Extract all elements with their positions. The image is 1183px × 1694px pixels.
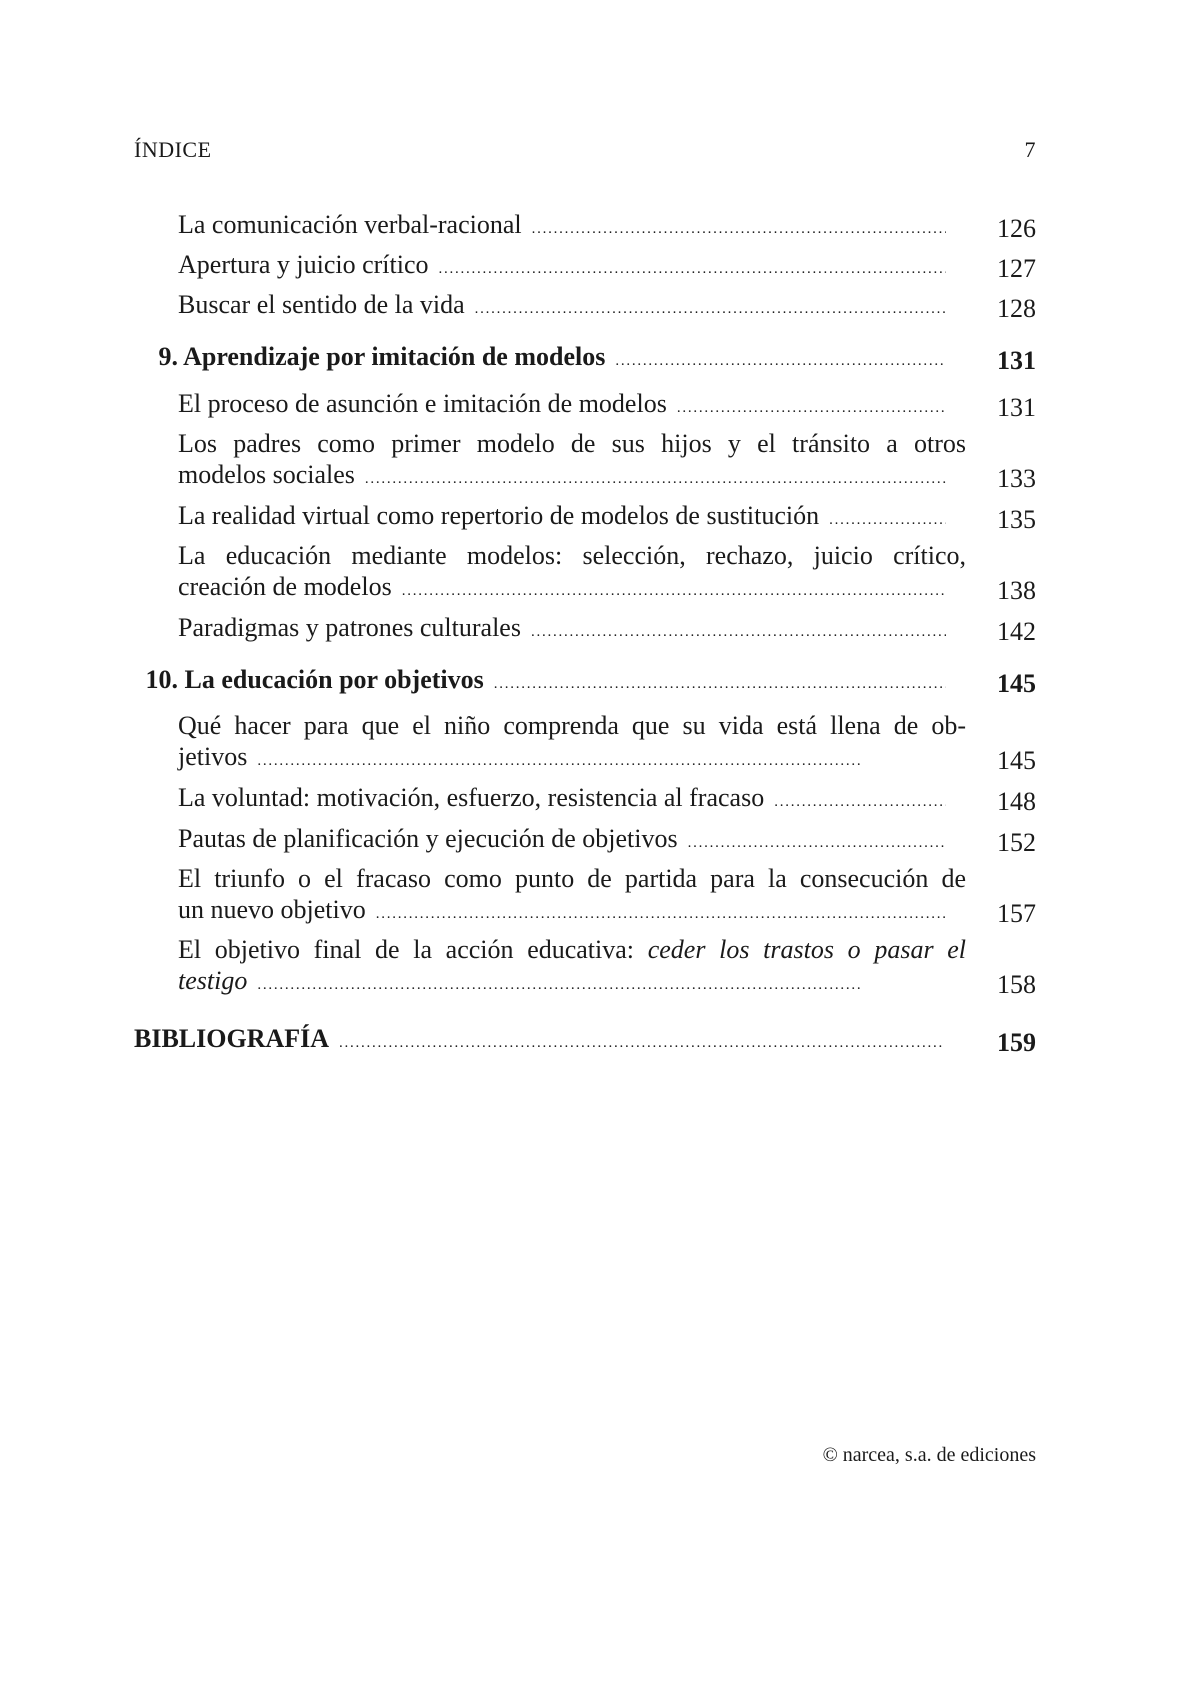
dot-leader	[829, 500, 946, 536]
chapter-number: 10.	[145, 665, 178, 694]
toc-entry	[178, 209, 1036, 245]
toc-entry-title-line2: un nuevo objetivo	[178, 895, 366, 924]
toc-entry-page: 142	[997, 617, 1036, 646]
dot-leader	[439, 249, 946, 285]
toc-entry	[178, 864, 1036, 930]
toc-entry	[178, 500, 1036, 536]
copyright-footer: © narcea, s.a. de ediciones	[822, 1444, 1036, 1466]
dot-leader	[532, 209, 946, 245]
toc-entry-title-line1: El objetivo final de la acción educativa:	[178, 935, 635, 964]
toc-entry-title-line1: La educación mediante modelos: selección, rechazo, juicio crítico,	[178, 541, 966, 570]
chapter-page: 131	[997, 346, 1036, 375]
dot-leader	[494, 664, 946, 700]
toc-entry-page: 158	[997, 970, 1036, 999]
table-of-contents	[134, 202, 1036, 1059]
toc-entry-title-italic: ceder los trastos o pasar el	[647, 935, 966, 964]
dot-leader	[677, 388, 946, 424]
toc-entry-page: 138	[997, 576, 1036, 605]
toc-bibliography	[134, 1023, 1036, 1059]
toc-entry	[178, 249, 1036, 285]
toc-entry	[178, 711, 1036, 777]
toc-entry-title-line1: El triunfo o el fracaso como punto de partida para la consecución de	[178, 864, 966, 893]
toc-entry-title-line2: modelos sociales	[178, 460, 355, 489]
toc-entry	[178, 541, 1036, 607]
toc-entry-page: 157	[997, 899, 1036, 928]
dot-leader	[774, 782, 946, 818]
toc-entry-title: Paradigmas y patrones culturales	[178, 613, 521, 642]
dot-leader	[339, 1023, 946, 1059]
toc-entry	[178, 612, 1036, 648]
header-section-title: ÍNDICE	[134, 137, 212, 162]
toc-entry-page: 126	[997, 214, 1036, 243]
dot-leader	[531, 612, 946, 648]
toc-entry-page: 148	[997, 787, 1036, 816]
dot-leader	[365, 459, 946, 495]
toc-entry-title-line2: jetivos	[178, 742, 248, 771]
dot-leader	[615, 341, 946, 377]
dot-leader	[688, 823, 946, 859]
bibliography-page: 159	[997, 1028, 1036, 1057]
toc-entry-page: 135	[997, 505, 1036, 534]
chapter-title: La educación por objetivos	[184, 665, 484, 694]
toc-entry-page: 152	[997, 828, 1036, 857]
toc-entry-title: Buscar el sentido de la vida	[178, 290, 465, 319]
toc-entry-title-line1: Los padres como primer modelo de sus hijos y el tránsito a otros	[178, 429, 966, 458]
toc-entry	[178, 782, 1036, 818]
toc-entry-page: 133	[997, 464, 1036, 493]
toc-entry-page: 127	[997, 254, 1036, 283]
toc-entry-page: 145	[997, 746, 1036, 775]
toc-entry	[178, 823, 1036, 859]
toc-entry-title: El proceso de asunción e imitación de modelos	[178, 389, 667, 418]
dot-leader	[475, 289, 946, 325]
toc-entry-title-line2: testigo	[178, 966, 248, 995]
toc-entry-title: Apertura y juicio crítico	[178, 250, 429, 279]
chapter-number: 9.	[158, 342, 178, 371]
toc-entry-title-line2: creación de modelos	[178, 572, 392, 601]
toc-entry-title: La comunicación verbal-racional	[178, 210, 522, 239]
toc-entry-title: La voluntad: motivación, esfuerzo, resistencia al fracaso	[178, 783, 765, 812]
running-header	[134, 137, 1036, 163]
toc-entry-title: Pautas de planificación y ejecución de objetivos	[178, 824, 678, 853]
toc-entry	[178, 935, 1036, 1001]
toc-entry-title-line1: Qué hacer para que el niño comprenda que su vida está llena de ob-	[178, 711, 966, 740]
dot-leader	[376, 894, 946, 930]
toc-chapter-9	[134, 341, 1036, 377]
header-page-number: 7	[1024, 137, 1036, 162]
bibliography-title: BIBLIOGRAFÍA	[134, 1024, 330, 1053]
chapter-page: 145	[997, 669, 1036, 698]
toc-entry	[178, 289, 1036, 325]
toc-entry-title: La realidad virtual como repertorio de modelos de sustitución	[178, 501, 820, 530]
toc-entry	[178, 429, 1036, 495]
dot-leader	[257, 741, 946, 777]
dot-leader	[402, 571, 946, 607]
dot-leader	[257, 965, 946, 1001]
chapter-title: Aprendizaje por imitación de modelos	[183, 342, 606, 371]
toc-entry	[178, 388, 1036, 424]
toc-entry-page: 128	[997, 294, 1036, 323]
toc-chapter-10	[134, 664, 1036, 700]
toc-entry-page: 131	[997, 393, 1036, 422]
